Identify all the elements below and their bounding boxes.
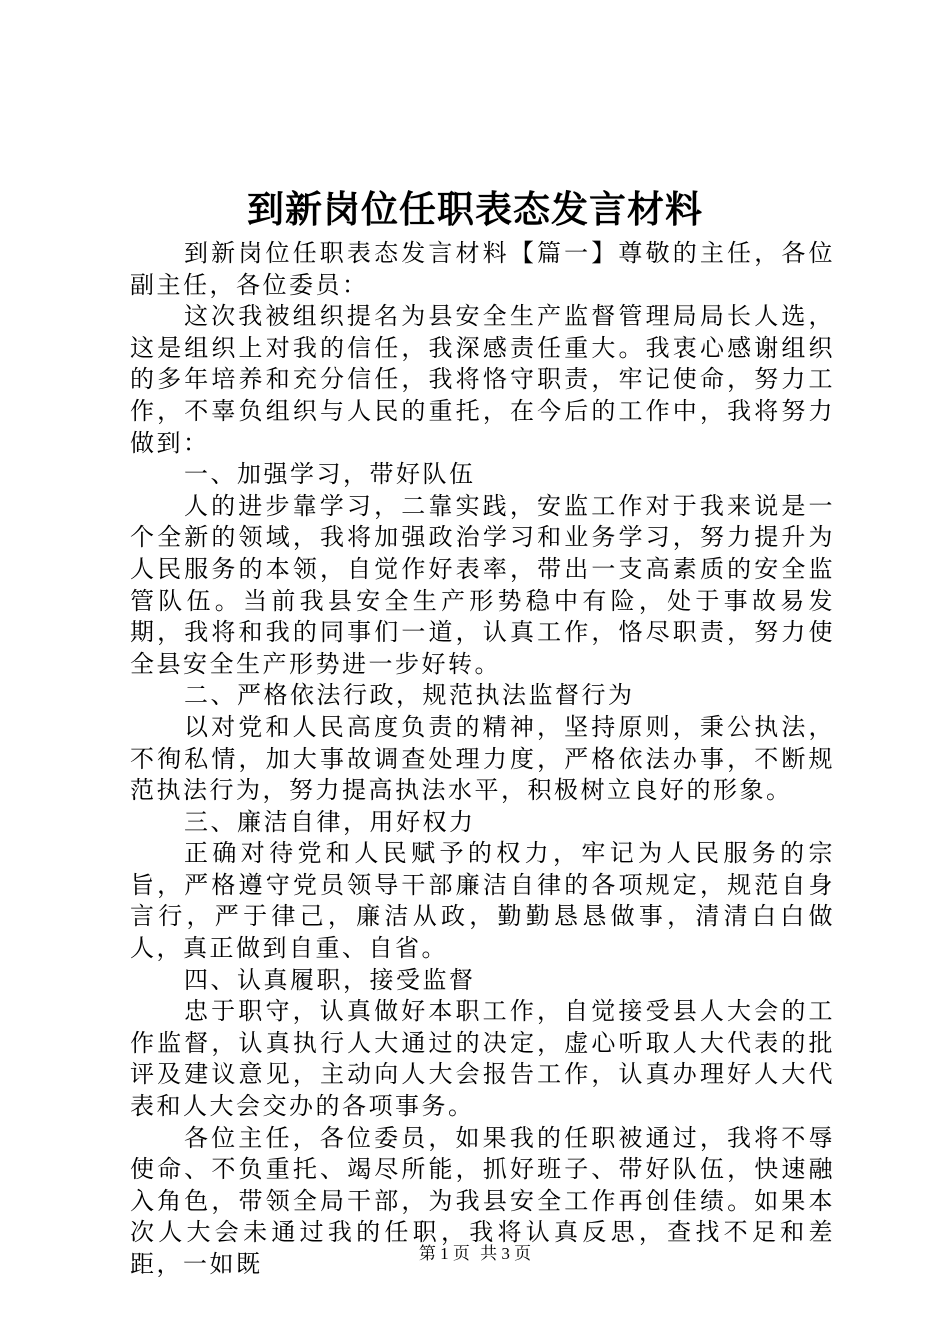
- paragraph-opening: 这次我被组织提名为县安全生产监督管理局局长人选，这是组织上对我的信任，我深感责任重大。我衷心感谢组织的多年培养和充分信任，我将恪守职责，牢记使命，努力工作，不辜负组织与人民的重托，在今后的工作中，我将努力做到：: [130, 302, 835, 457]
- section-body-4: 忠于职守，认真做好本职工作，自觉接受县人大会的工作监督，认真执行人大通过的决定，虚心听取人大代表的批评及建议意见，主动向人大会报告工作，认真办理好人大代表和人大会交办的各项事务。: [130, 997, 835, 1121]
- paragraph-intro: 到新岗位任职表态发言材料【篇一】尊敬的主任，各位副主任，各位委员：: [130, 239, 835, 299]
- page-total: 共 3 页: [480, 1244, 532, 1263]
- paragraph-closing: 各位主任，各位委员，如果我的任职被通过，我将不辱使命、不负重托、竭尽所能，抓好班子、带好队伍，快速融入角色，带领全局干部，为我县安全工作再创佳绩。如果本次人大会未通过我的任职，我将认真反思，查找不足和差距，一如既: [130, 1123, 835, 1278]
- document-body: [130, 238, 835, 1281]
- section-heading-3: 三、廉洁自律，用好权力: [184, 807, 476, 836]
- section-heading-4: 四、认真履职，接受监督: [184, 965, 476, 994]
- section-body-3: 正确对待党和人民赋予的权力，牢记为人民服务的宗旨，严格遵守党员领导干部廉洁自律的各项规定，规范自身言行，严于律己，廉洁从政，勤勤恳恳做事，清清白白做人，真正做到自重、自省。: [130, 839, 835, 963]
- document-title: 到新岗位任职表态发言材料: [247, 187, 703, 231]
- section-body-1: 人的进步靠学习，二靠实践，安监工作对于我来说是一个全新的领域，我将加强政治学习和业务学习，努力提升为人民服务的本领，自觉作好表率，带出一支高素质的安全监管队伍。当前我县安全生产形势稳中有险，处于事故易发期，我将和我的同事们一道，认真工作，恪尽职责，努力使全县安全生产形势进一步好转。: [130, 491, 835, 678]
- page-number: 第 1 页: [418, 1244, 470, 1263]
- page-footer: [0, 1243, 950, 1265]
- section-body-2: 以对党和人民高度负责的精神，坚持原则，秉公执法，不徇私情，加大事故调查处理力度，严格依法办事，不断规范执法行为，努力提高执法水平，积极树立良好的形象。: [130, 712, 835, 805]
- section-heading-1: 一、加强学习，带好队伍: [184, 460, 476, 489]
- section-heading-2: 二、严格依法行政，规范执法监督行为: [184, 681, 635, 710]
